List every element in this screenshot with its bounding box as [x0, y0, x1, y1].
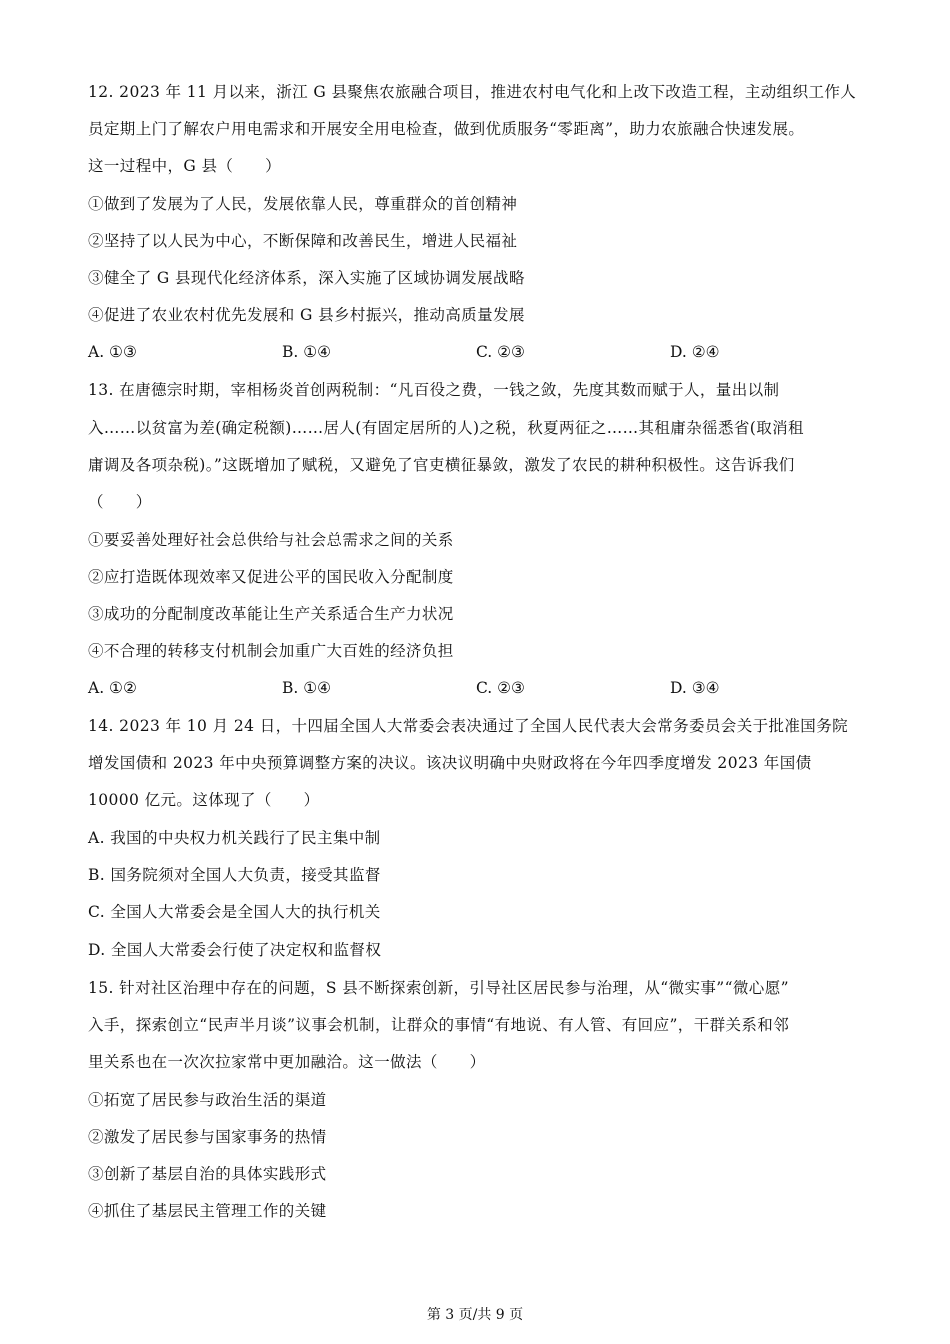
choice-d: D. ②④	[670, 343, 720, 361]
choice-b: B. ①④	[282, 679, 332, 697]
statement-item: ③成功的分配制度改革能让生产关系适合生产力状况	[88, 605, 454, 623]
statement-item: ②激发了居民参与国家事务的热情	[88, 1128, 327, 1146]
statement-item: ①拓宽了居民参与政治生活的渠道	[88, 1091, 327, 1109]
choice-a: A. ①②	[88, 679, 137, 697]
choice-a: A. ①③	[88, 343, 137, 361]
statement-item: ①要妥善处理好社会总供给与社会总需求之间的关系	[88, 531, 454, 549]
statement-item: ④抓住了基层民主管理工作的关键	[88, 1202, 327, 1220]
question-stem-line: 14. 2023 年 10 月 24 日，十四届全国人大常委会表决通过了全国人民代表大会常务委员会关于批准国务院	[88, 717, 849, 735]
page-footer: 第 3 页/共 9 页	[426, 1307, 524, 1323]
statement-item: ②应打造既体现效率又促进公平的国民收入分配制度	[88, 568, 454, 586]
question-stem-line: 里关系也在一次次拉家常中更加融洽。这一做法（ ）	[88, 1053, 486, 1071]
answer-choices	[88, 678, 878, 698]
choice-b: B. ①④	[282, 343, 332, 361]
option-item: A. 我国的中央权力机关践行了民主集中制	[88, 829, 381, 847]
question-stem-line: 增发国债和 2023 年中央预算调整方案的决议。该决议明确中央财政将在今年四季度增发 2023 年国债	[88, 754, 812, 772]
statement-item: ③健全了 G 县现代化经济体系，深入实施了区域协调发展战略	[88, 269, 525, 287]
option-item: D. 全国人大常委会行使了决定权和监督权	[88, 941, 382, 959]
choice-d: D. ③④	[670, 679, 720, 697]
statement-item: ③创新了基层自治的具体实践形式	[88, 1165, 327, 1183]
question-stem-line: 10000 亿元。这体现了（ ）	[88, 791, 320, 809]
statement-item: ②坚持了以人民为中心，不断保障和改善民生，增进人民福祉	[88, 232, 518, 250]
statement-item: ④促进了农业农村优先发展和 G 县乡村振兴，推动高质量发展	[88, 306, 525, 324]
option-item: B. 国务院须对全国人大负责，接受其监督	[88, 866, 381, 884]
choice-c: C. ②③	[476, 343, 525, 361]
question-stem-line: （ ）	[88, 493, 152, 511]
choice-c: C. ②③	[476, 679, 525, 697]
question-stem-line: 员定期上门了解农户用电需求和开展安全用电检查，做到优质服务“零距离”，助力农旅融合快速发展。	[88, 120, 805, 138]
question-stem-line: 12. 2023 年 11 月以来，浙江 G 县聚焦农旅融合项目，推进农村电气化和上改下改造工程，主动组织工作人	[88, 83, 857, 101]
question-stem-line: 15. 针对社区治理中存在的问题，S 县不断探索创新，引导社区居民参与治理，从“微实事”“微心愿”	[88, 979, 789, 997]
question-stem-line: 入……以贫富为差(确定税额)……居人(有固定居所的人)之税，秋夏两征之……其租庸杂徭悉省(取消租	[88, 419, 804, 437]
statement-item: ①做到了发展为了人民，发展依靠人民，尊重群众的首创精神	[88, 195, 518, 213]
option-item: C. 全国人大常委会是全国人大的执行机关	[88, 903, 381, 921]
question-stem-line: 13. 在唐德宗时期，宰相杨炎首创两税制：“凡百役之费，一钱之敛，先度其数而赋于人，量出以制	[88, 381, 780, 399]
statement-item: ④不合理的转移支付机制会加重广大百姓的经济负担	[88, 642, 454, 660]
answer-choices	[88, 342, 878, 362]
question-stem-line: 这一过程中，G 县（ ）	[88, 157, 282, 175]
question-stem-line: 庸调及各项杂税)。”这既增加了赋税，又避免了官吏横征暴敛，激发了农民的耕种积极性。这告诉我们	[88, 456, 795, 474]
question-stem-line: 入手，探索创立“民声半月谈”议事会机制，让群众的事情“有地说、有人管、有回应”，干群关系和邻	[88, 1016, 790, 1034]
